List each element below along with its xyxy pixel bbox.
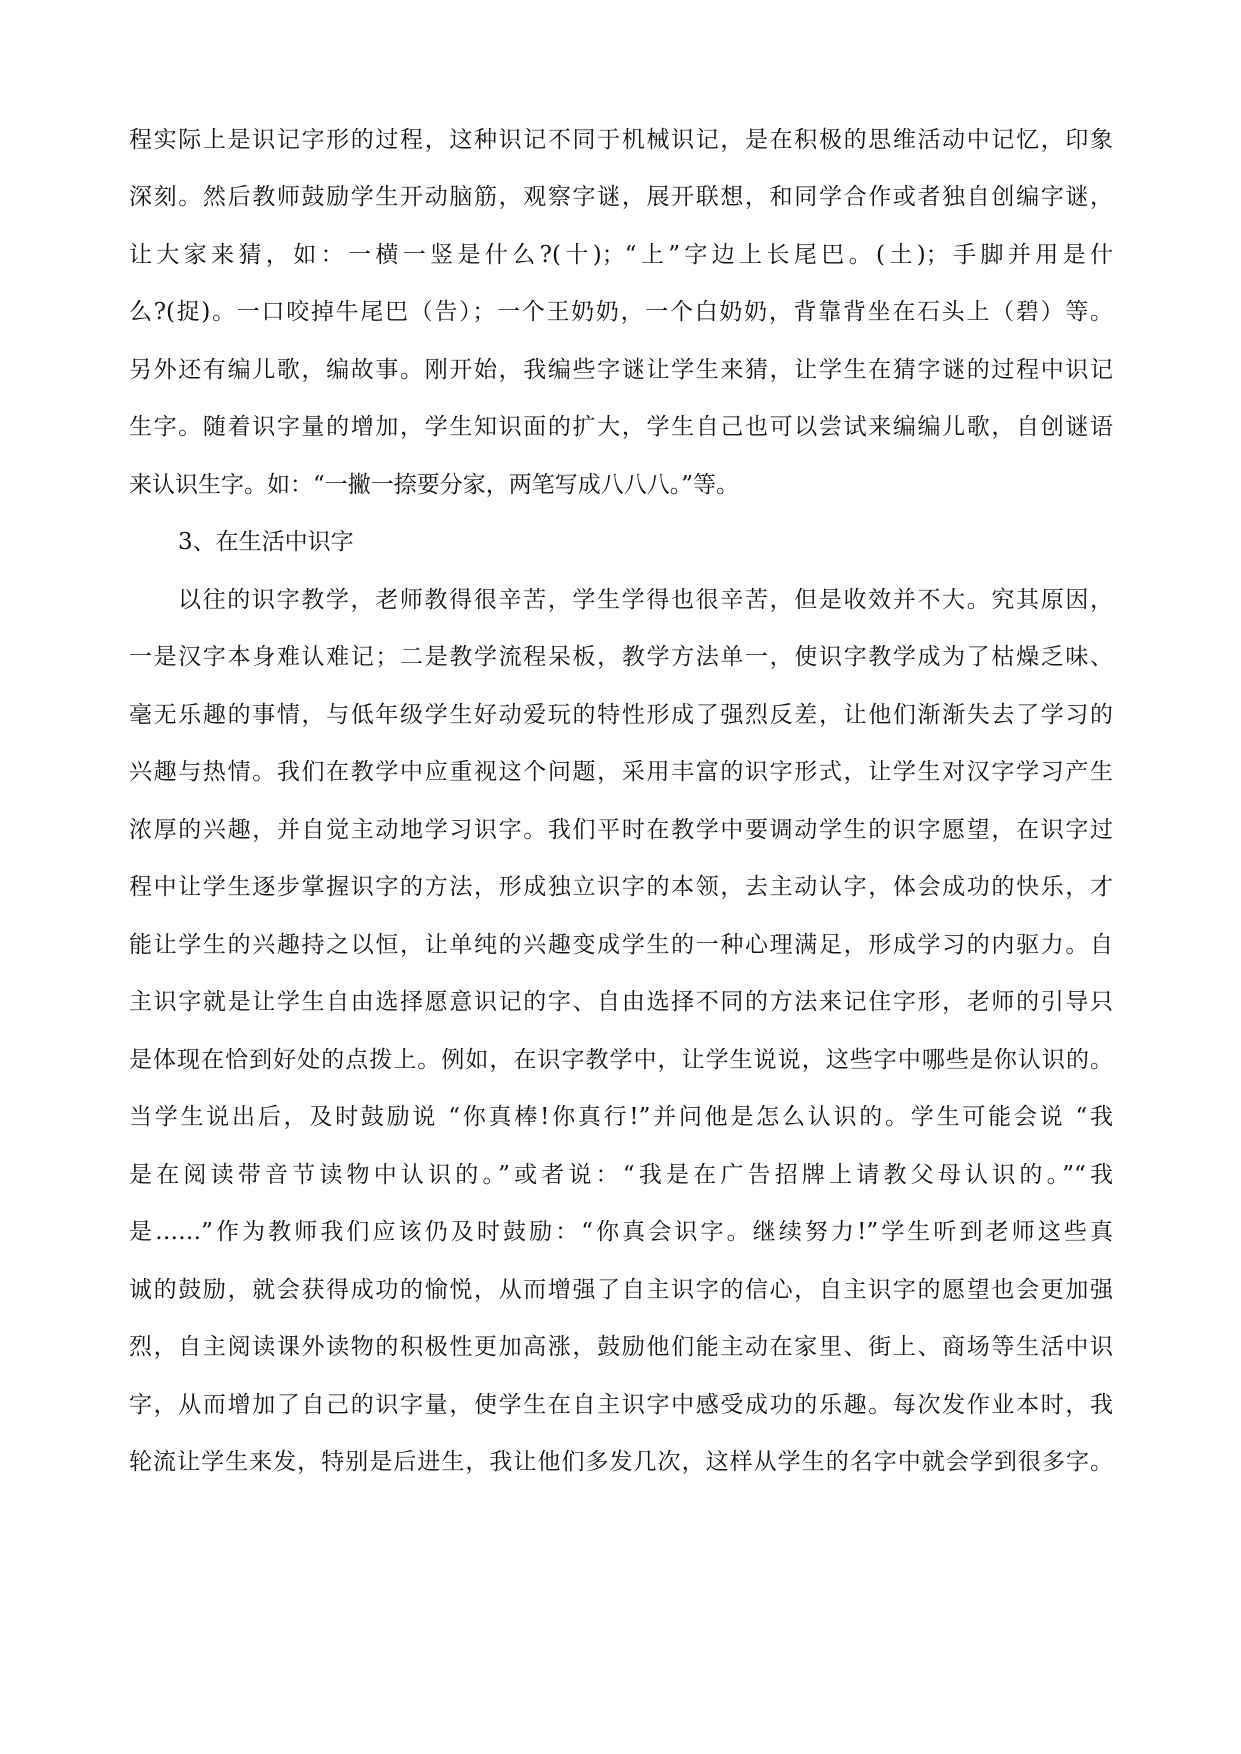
text-line: 浓厚的兴趣，并自觉主动地学习识字。我们平时在教学中要调动学生的识字愿望，在识字过	[129, 817, 1113, 843]
text-line: 另外还有编儿歌，编故事。刚开始，我编些字谜让学生来猜，让学生在猜字谜的过程中识记	[129, 357, 1113, 383]
text-line: 诚的鼓励，就会获得成功的愉悦，从而增强了自主识字的信心，自主识字的愿望也会更加强	[129, 1277, 1113, 1303]
text-line: 么?(捉)。一口咬掉牛尾巴（告）；一个王奶奶，一个白奶奶，背靠背坐在石头上（碧）等。	[129, 299, 1113, 325]
section-heading: 3、在生活中识字	[178, 529, 354, 555]
text-line: 字，从而增加了自己的识字量，使学生在自主识字中感受成功的乐趣。每次发作业本时，我	[129, 1392, 1113, 1418]
text-line: 是……”作为教师我们应该仍及时鼓励：“你真会识字。继续努力!”学生听到老师这些真	[129, 1219, 1113, 1245]
text-line: 烈，自主阅读课外读物的积极性更加高涨，鼓励他们能主动在家里、街上、商场等生活中识	[129, 1334, 1113, 1360]
text-line: 是在阅读带音节读物中认识的。”或者说：“我是在广告招牌上请教父母认识的。”“我	[129, 1162, 1113, 1188]
text-line: 能让学生的兴趣持之以恒，让单纯的兴趣变成学生的一种心理满足，形成学习的内驱力。自	[129, 932, 1113, 958]
text-line: 让大家来猜，如：一横一竖是什么?(十)；“上”字边上长尾巴。(土)；手脚并用是什	[129, 242, 1113, 268]
text-line: 程中让学生逐步掌握识字的方法，形成独立识字的本领，去主动认字，体会成功的快乐，才	[129, 874, 1113, 900]
text-line: 深刻。然后教师鼓励学生开动脑筋，观察字谜，展开联想，和同学合作或者独自创编字谜，	[129, 184, 1113, 210]
text-line: 程实际上是识记字形的过程，这种识记不同于机械识记，是在积极的思维活动中记忆，印象	[129, 127, 1113, 153]
text-line: 轮流让学生来发，特别是后进生，我让他们多发几次，这样从学生的名字中就会学到很多字。	[129, 1449, 1113, 1475]
text-line: 是体现在恰到好处的点拨上。例如，在识字教学中，让学生说说，这些字中哪些是你认识的。	[129, 1047, 1113, 1073]
text-line: 以往的识字教学，老师教得很辛苦，学生学得也很辛苦，但是收效并不大。究其原因，	[178, 587, 1113, 613]
text-line: 一是汉字本身难认难记；二是教学流程呆板，教学方法单一，使识字教学成为了枯燥乏味、	[129, 644, 1113, 670]
text-line: 兴趣与热情。我们在教学中应重视这个问题，采用丰富的识字形式，让学生对汉字学习产生	[129, 759, 1113, 785]
text-line: 毫无乐趣的事情，与低年级学生好动爱玩的特性形成了强烈反差，让他们渐渐失去了学习的	[129, 702, 1113, 728]
text-line: 生字。随着识字量的增加，学生知识面的扩大，学生自己也可以尝试来编编儿歌，自创谜语	[129, 414, 1113, 440]
text-line: 主识字就是让学生自由选择愿意识记的字、自由选择不同的方法来记住字形，老师的引导只	[129, 989, 1113, 1015]
text-line: 来认识生字。如：“一撇一捺要分家，两笔写成八八八。”等。	[129, 472, 740, 498]
text-line: 当学生说出后，及时鼓励说 “你真棒!你真行!”并问他是怎么认识的。学生可能会说 “我	[129, 1104, 1113, 1130]
